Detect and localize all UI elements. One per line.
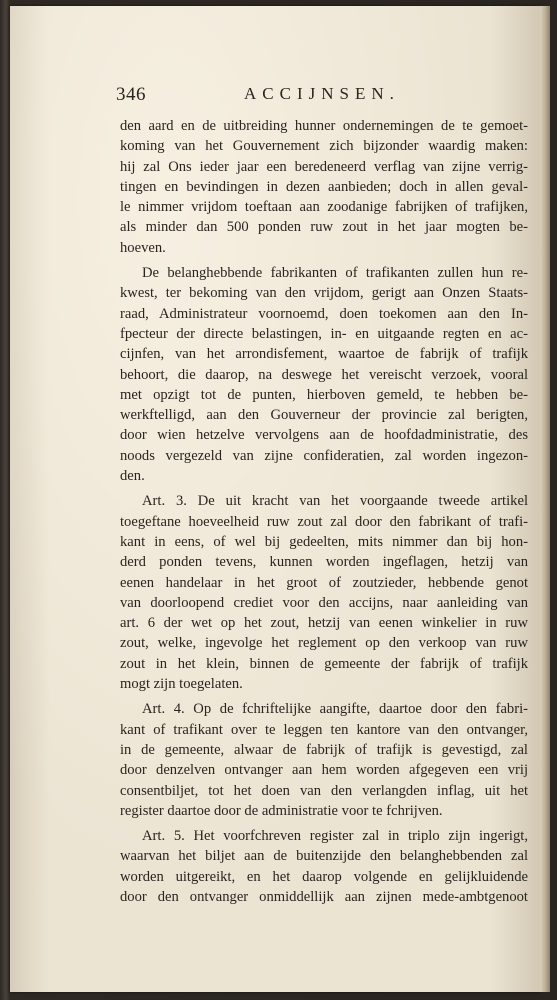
text-line: hij zal Ons ieder jaar een beredeneerd verflag van zijne verrig- bbox=[120, 158, 528, 175]
text-line: koming van het Gouvernement zich bijzonder waardig maken: bbox=[120, 138, 528, 155]
paragraph-art-3 bbox=[120, 491, 528, 694]
text-line: toegeftane hoeveelheid ruw zout zal door den fabrikant of trafi- bbox=[120, 513, 528, 530]
text-line: met opzigt tot de punten, hierboven gemeld, te hebben be- bbox=[120, 386, 528, 403]
text-line: van doorloopend crediet voor den accijns, naar aanleiding van bbox=[120, 594, 528, 611]
text-line: Art. 4. Op de fchriftelijke aangifte, daartoe door den fabri- bbox=[142, 701, 528, 718]
text-line: als minder dan 500 ponden ruw zout in het jaar mogten be- bbox=[120, 219, 528, 236]
running-head: ACCIJNSEN. bbox=[244, 84, 400, 103]
text-line: waarvan het biljet aan de buitenzijde den belanghebbenden zal bbox=[120, 848, 528, 865]
paragraph-art-4 bbox=[120, 699, 528, 821]
page-edge bbox=[540, 6, 550, 992]
text-line: art. 6 der wet op het zout, hetzij van eenen winkelier in ruw bbox=[120, 615, 528, 632]
text-line: le nimmer vrijdom toeftaan aan zoodanige fabrijken of trafijken, bbox=[120, 199, 528, 216]
page-header bbox=[116, 82, 536, 110]
text-line: mogt zijn toegelaten. bbox=[120, 676, 243, 693]
text-line: Art. 5. Het voorfchreven register zal in triplo zijn ingerigt, bbox=[142, 828, 528, 845]
paragraph-2 bbox=[120, 263, 528, 486]
text-line: cijnfen, van het arrondisfement, waartoe de fabrijk of trafijk bbox=[120, 346, 528, 363]
text-line: worden uitgereikt, en het daarop volgende en gelijkluidende bbox=[120, 868, 528, 885]
paragraph-art-5 bbox=[120, 826, 528, 907]
text-line: in de gemeente, alwaar de fabrijk of trafijk is gevestigd, zal bbox=[120, 741, 528, 758]
text-line: door denzelven ontvanger aan hem worden afgegeven een vrij bbox=[120, 762, 528, 779]
text-line: den. bbox=[120, 468, 145, 485]
paragraph-1 bbox=[120, 116, 528, 258]
text-line: derd ponden tevens, kunnen worden ingeflagen, hetzij van bbox=[120, 554, 528, 571]
text-line: hoeven. bbox=[120, 239, 166, 256]
body-text bbox=[120, 116, 528, 907]
text-line: raad, Administrateur voornoemd, doen toekomen aan den In- bbox=[120, 305, 528, 322]
text-line: behoort, die daarop, na deswege het vereischt verzoek, vooral bbox=[120, 366, 528, 383]
text-line: eenen handelaar in het groot of zoutzieder, hebbende genot bbox=[120, 574, 528, 591]
text-line: fpecteur der directe belastingen, in- en uitgaande regten en ac- bbox=[120, 325, 528, 342]
text-line: register daartoe door de administratie voor te fchrijven. bbox=[120, 802, 443, 819]
text-line: door wien hetzelve vervolgens aan de hoofdadministratie, des bbox=[120, 427, 528, 444]
page-number: 346 bbox=[116, 84, 146, 105]
text-line: kant in eens, of wel bij gedeelten, mits nimmer dan bij hon- bbox=[120, 533, 528, 550]
text-line: kant of trafikant over te leggen ten kantore van den ontvanger, bbox=[120, 721, 528, 738]
text-line: noods vergezeld van zijne confideratien, zal worden ingezon- bbox=[120, 447, 528, 464]
text-line: De belanghebbende fabrikanten of trafikanten zullen hun re- bbox=[142, 265, 528, 282]
text-line: kwest, ter bekoming van den vrijdom, gerigt aan Onzen Staats- bbox=[120, 285, 528, 302]
text-line: zout, welke, ingevolge het reglement op den verkoop van ruw bbox=[120, 635, 528, 652]
text-line: Art. 3. De uit kracht van het voorgaande tweede artikel bbox=[142, 493, 528, 510]
text-line: tingen en bevindingen in dezen aanbieden; doch in allen geval- bbox=[120, 178, 528, 195]
text-line: den aard en de uitbreiding hunner ondernemingen de te gemoet- bbox=[120, 118, 528, 134]
text-line: consentbiljet, tot het doen van den verlangden inflag, uit het bbox=[120, 782, 528, 799]
text-line: werkftelligd, aan den Gouverneur der provincie zal berigten, bbox=[120, 407, 528, 424]
text-line: zout in het klein, binnen de gemeente der fabrijk of trafijk bbox=[120, 655, 528, 672]
text-line: door den ontvanger onmiddellijk aan zijnen mede-ambtgenoot bbox=[120, 888, 528, 905]
